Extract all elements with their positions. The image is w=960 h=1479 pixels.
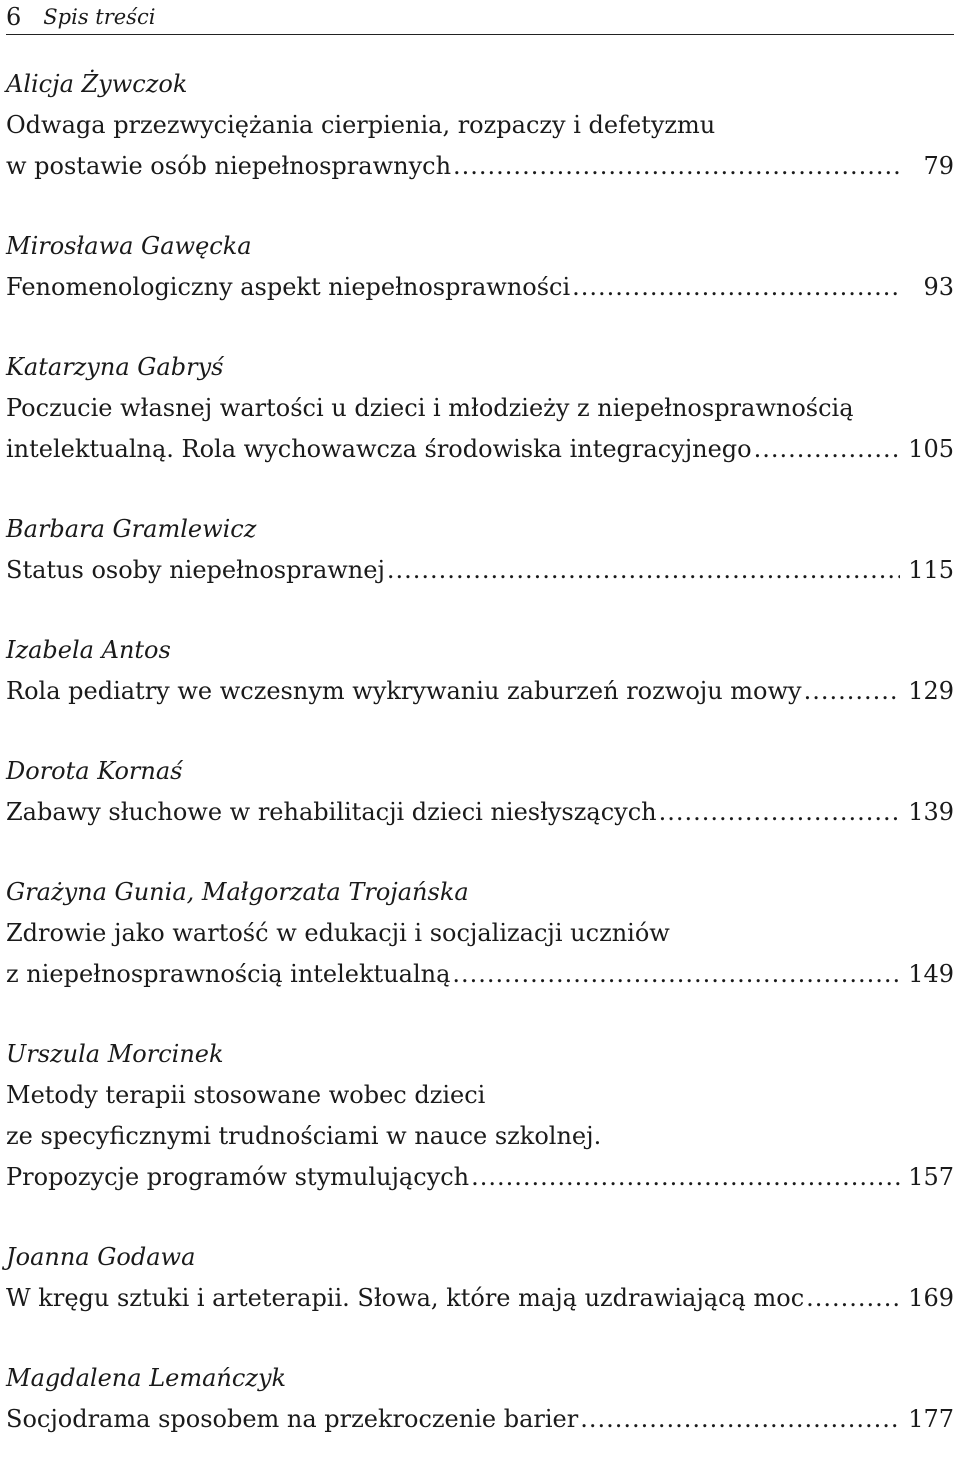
entry-title-line	[6, 671, 954, 712]
toc-entry	[6, 1034, 954, 1198]
toc-entry	[6, 872, 954, 995]
dot-leader	[471, 1157, 900, 1198]
entry-page-number: 149	[908, 960, 954, 988]
entry-page-number: 157	[908, 1163, 954, 1191]
page-number: 6	[6, 3, 22, 31]
entry-title-line: Odwaga przezwyciężania cierpienia, rozpaczy i defetyzmu	[6, 111, 716, 139]
entry-title-text: intelektualną. Rola wychowawcza środowiska integracyjnego	[6, 435, 752, 463]
entry-author: Joanna Godawa	[6, 1243, 196, 1271]
entry-title-text: Propozycje programów stymulujących	[6, 1163, 470, 1191]
entry-title-text: Socjodrama sposobem na przekroczenie barier	[6, 1405, 579, 1433]
entry-author: Barbara Gramlewicz	[6, 515, 257, 543]
entry-page-number: 129	[908, 677, 954, 705]
entry-title-line: Metody terapii stosowane wobec dzieci	[6, 1081, 486, 1109]
dot-leader	[754, 429, 901, 470]
entry-title-line	[6, 550, 954, 591]
dot-leader	[806, 1278, 900, 1319]
table-of-contents	[6, 64, 954, 1479]
entry-page-number: 139	[908, 798, 954, 826]
entry-title-line: Zdrowie jako wartość w edukacji i socjalizacji uczniów	[6, 919, 670, 947]
dot-leader	[453, 146, 902, 187]
entry-page-number: 105	[908, 435, 954, 463]
toc-entry	[6, 1358, 954, 1440]
toc-entry	[6, 751, 954, 833]
entry-title-text: w postawie osób niepełnosprawnych	[6, 152, 452, 180]
entry-author: Mirosława Gawęcka	[6, 232, 252, 260]
entry-page-number: 177	[908, 1405, 954, 1433]
running-title: Spis treści	[43, 5, 156, 29]
dot-leader	[387, 550, 900, 591]
dot-leader	[580, 1399, 900, 1440]
entry-title-line	[6, 146, 954, 187]
entry-title-line	[6, 1157, 954, 1198]
entry-title-text: Zabawy słuchowe w rehabilitacji dzieci niesłyszących	[6, 798, 657, 826]
entry-page-number: 169	[908, 1284, 954, 1312]
entry-page-number: 79	[923, 152, 954, 180]
entry-title-text: W kręgu sztuki i arteterapii. Słowa, które mają uzdrawiającą moc	[6, 1284, 805, 1312]
entry-page-number: 93	[923, 273, 954, 301]
toc-entry	[6, 509, 954, 591]
dot-leader	[572, 267, 902, 308]
entry-title-line	[6, 792, 954, 833]
entry-title-line	[6, 1278, 954, 1319]
toc-entry	[6, 226, 954, 308]
entry-title-line: ze specyficznymi trudnościami w nauce szkolnej.	[6, 1122, 602, 1150]
entry-title-line	[6, 1399, 954, 1440]
toc-entry	[6, 347, 954, 470]
entry-title-text: Fenomenologiczny aspekt niepełnosprawności	[6, 273, 571, 301]
entry-author: Dorota Kornaś	[6, 757, 183, 785]
toc-entry	[6, 630, 954, 712]
entry-author: Urszula Morcinek	[6, 1040, 224, 1068]
entry-author: Katarzyna Gabryś	[6, 353, 224, 381]
entry-author: Izabela Antos	[6, 636, 171, 664]
entry-title-line	[6, 429, 954, 470]
running-header	[6, 0, 954, 35]
toc-entry	[6, 1237, 954, 1319]
entry-title-text: Rola pediatry we wczesnym wykrywaniu zaburzeń rozwoju mowy	[6, 677, 802, 705]
entry-author: Grażyna Gunia, Małgorzata Trojańska	[6, 878, 469, 906]
entry-page-number: 115	[908, 556, 954, 584]
entry-author: Magdalena Lemańczyk	[6, 1364, 287, 1392]
toc-entry	[6, 64, 954, 187]
entry-title-line: Poczucie własnej wartości u dzieci i młodzieży z niepełnosprawnością	[6, 394, 854, 422]
entry-title-line	[6, 267, 954, 308]
entry-author: Alicja Żywczok	[6, 70, 188, 98]
entry-title-line	[6, 954, 954, 995]
dot-leader	[452, 954, 900, 995]
entry-title-text: Status osoby niepełnosprawnej	[6, 556, 385, 584]
entry-title-text: z niepełnosprawnością intelektualną	[6, 960, 451, 988]
dot-leader	[659, 792, 901, 833]
dot-leader	[804, 671, 901, 712]
